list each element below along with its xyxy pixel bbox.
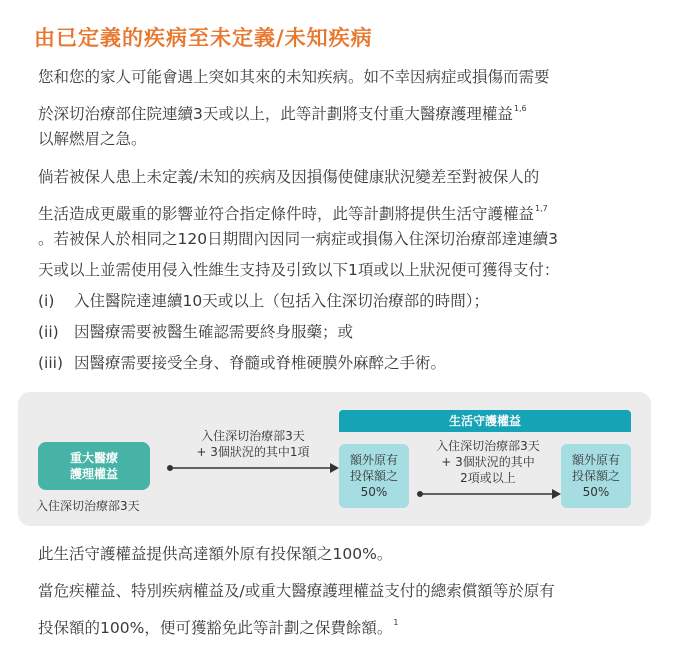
intro-paragraph bbox=[38, 62, 550, 155]
footnote-ref: 1,6 bbox=[513, 104, 527, 113]
intro-line: 以解燃眉之急。 bbox=[38, 130, 147, 148]
footnote-ref: 1 bbox=[393, 618, 399, 627]
condition-one-label: 入住深切治療部3天 + 3個狀況的其中1項 bbox=[196, 429, 310, 459]
footnote-ref: 1,7 bbox=[535, 204, 548, 213]
waiver-paragraph bbox=[38, 576, 555, 638]
benefit-diagram bbox=[18, 392, 651, 526]
icu-stay-label: 入住深切治療部3天 bbox=[36, 499, 140, 513]
extra-50-percent-box: 額外原有 投保額之 50% bbox=[339, 444, 409, 508]
intro-line: 您和您的家人可能會遇上突如其來的未知疾病。如不幸因病症或損傷而需要 bbox=[38, 68, 550, 86]
arrow-to-extra-benefit bbox=[417, 489, 561, 499]
life-benefit-header: 生活守護權益 bbox=[339, 410, 631, 432]
clause-item bbox=[38, 317, 559, 348]
summary-line: 此生活守護權益提供高達額外原有投保額之100%。 bbox=[38, 545, 393, 563]
paragraph-line-text: 生活造成更嚴重的影響並符合指定條件時，此等計劃將提供生活守護權益 bbox=[38, 205, 535, 223]
clause-number: (iii) bbox=[38, 354, 64, 372]
paragraph-line: 倘若被保人患上未定義/未知的疾病及因損傷使健康狀況變差至對被保人的 bbox=[38, 168, 540, 186]
condition-two-label: 入住深切治療部3天 + 3個狀況的其中 2項或以上 bbox=[436, 439, 540, 485]
paragraph-line: 。若被保人於相同之120日期間內因同一病症或損傷入住深切治療部達連續3 bbox=[38, 230, 558, 248]
paragraph-line bbox=[38, 193, 559, 224]
clause-item bbox=[38, 348, 559, 379]
clause-item bbox=[38, 286, 559, 317]
life-benefit-paragraph bbox=[38, 162, 559, 379]
benefit-summary bbox=[38, 539, 392, 570]
clause-text: 入住醫院達連續10天或以上（包括入住深切治療部的時間）； bbox=[74, 292, 489, 310]
arrow-to-life-benefit bbox=[167, 463, 339, 473]
clause-text: 因醫療需要接受全身、脊髓或脊椎硬膜外麻醉之手術。 bbox=[74, 354, 447, 372]
clause-text: 因醫療需要被醫生確認需要終身服藥；或 bbox=[74, 323, 354, 341]
intro-line bbox=[38, 93, 550, 124]
waiver-line: 當危疾權益、特別疾病權益及/或重大醫療護理權益支付的總索償額等於原有 bbox=[38, 582, 555, 600]
clause-number: (ii) bbox=[38, 323, 59, 341]
major-medical-benefit-box: 重大醫療 護理權益 bbox=[38, 442, 150, 490]
intro-line-text: 於深切治療部住院連續3天或以上，此等計劃將支付重大醫療護理權益 bbox=[38, 105, 513, 123]
waiver-line bbox=[38, 607, 555, 638]
paragraph-line: 天或以上並需使用侵入性維生支持及引致以下1項或以上狀況便可獲得支付： bbox=[38, 261, 560, 279]
extra-50-percent-box-second: 額外原有 投保額之 50% bbox=[561, 444, 631, 508]
waiver-line-text: 投保額的100%，便可獲豁免此等計劃之保費餘額。 bbox=[38, 619, 393, 637]
clause-number: (i) bbox=[38, 292, 55, 310]
page-title: 由已定義的疾病至未定義/未知疾病 bbox=[34, 26, 373, 50]
